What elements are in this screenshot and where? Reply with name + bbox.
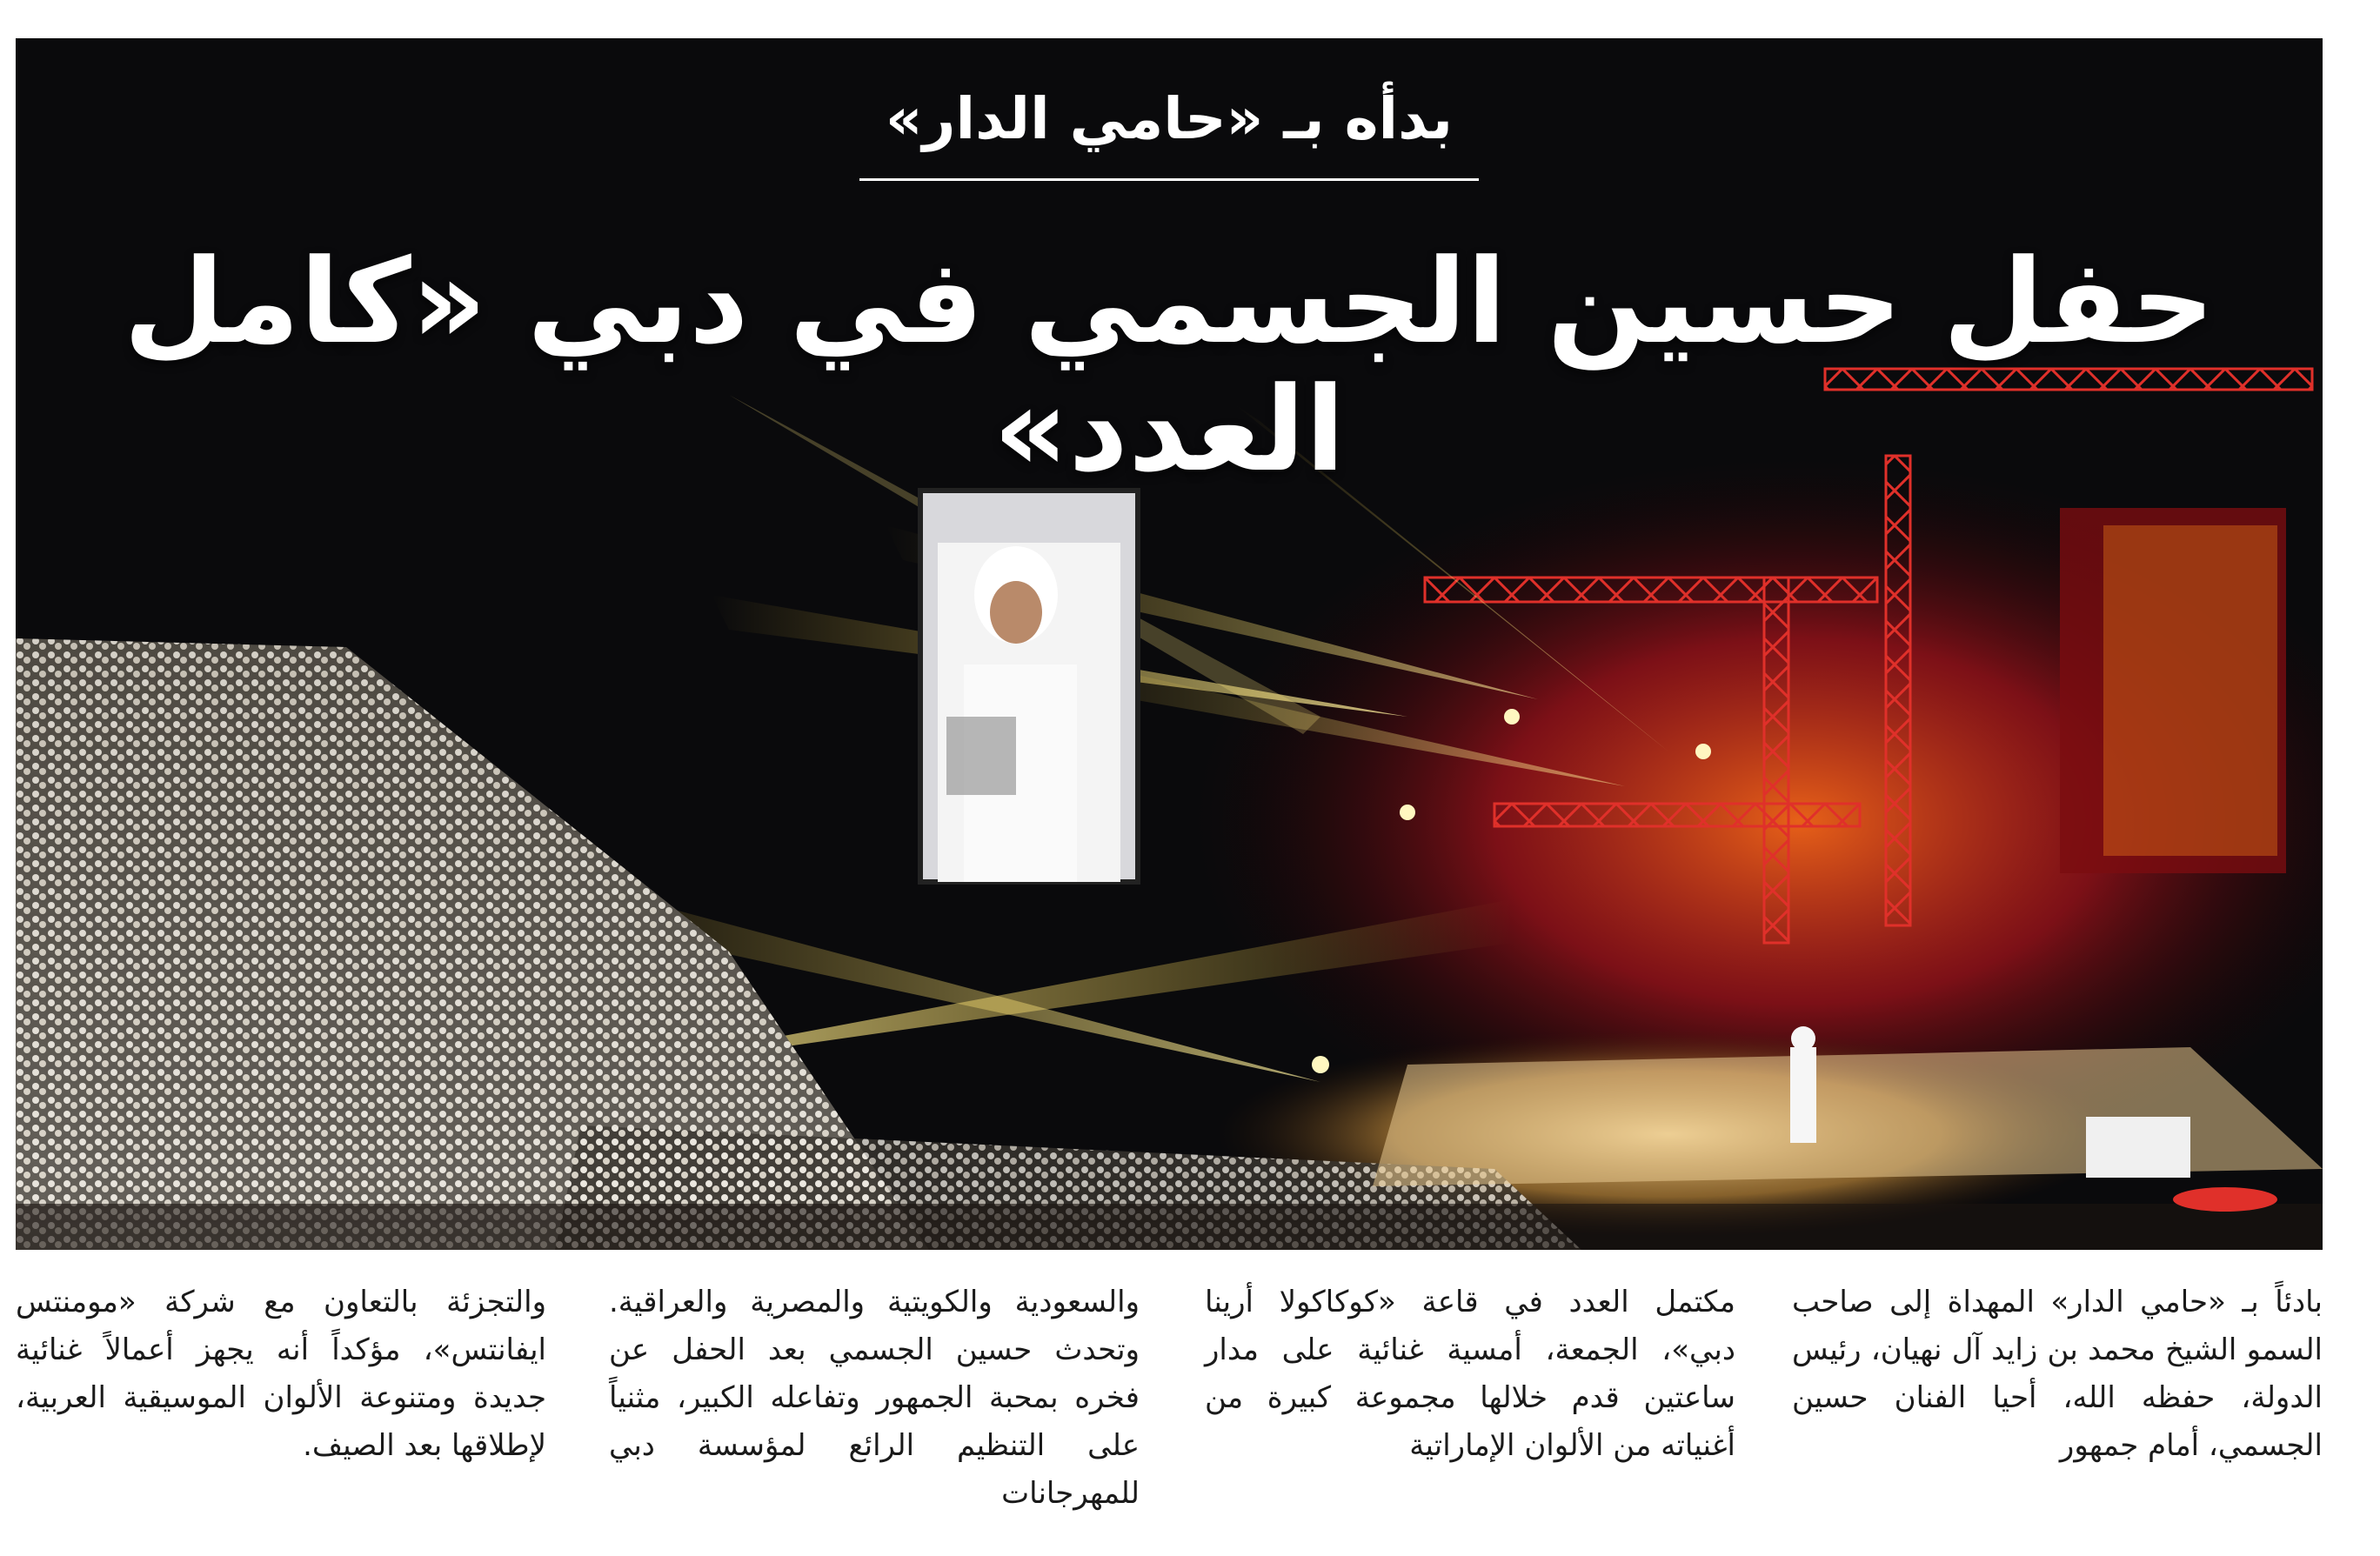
article-column-2: مكتمل العدد في قاعة «كوكاكولا أرينا دبي»، الجمعة، أمسية غنائية على مدار ساعتين قدم خلالها مجموعة كبيرة من أغنياته من الألوان الإماراتية (1205, 1285, 1735, 1463)
article-column-3: والسعودية والكويتية والمصرية والعراقية. وتحدث حسين الجسمي بعد الحفل عن فخره بمحبة الجمهور وتفاعله الكبير، مثنياً على التنظيم الرائع لمؤسسة دبي للمهرجانات (609, 1285, 1140, 1511)
kicker-text: بدأه بـ «حامي الدار» (859, 83, 1479, 181)
article-kicker (16, 83, 2323, 181)
article-column-1: بادئاً بـ «حامي الدار» المهداة إلى صاحب السمو الشيخ محمد بن زايد آل نهيان، رئيس الدولة، حفظه الله، أحيا الفنان حسين الجسمي، أمام جمهور (1792, 1285, 2323, 1463)
concert-scene (16, 38, 2323, 1250)
article-column-4: والتجزئة بالتعاون مع شركة «مومنتس ايفانتس»، مؤكداً أنه يجهز أعمالاً غنائية جديدة ومتنوعة الألوان الموسيقية العربية، لإطلاقها بعد الصيف. (16, 1285, 546, 1463)
article-headline: حفل حسين الجسمي في دبي «كامل العدد» (123, 234, 2216, 498)
concert-photo (16, 38, 2323, 1250)
